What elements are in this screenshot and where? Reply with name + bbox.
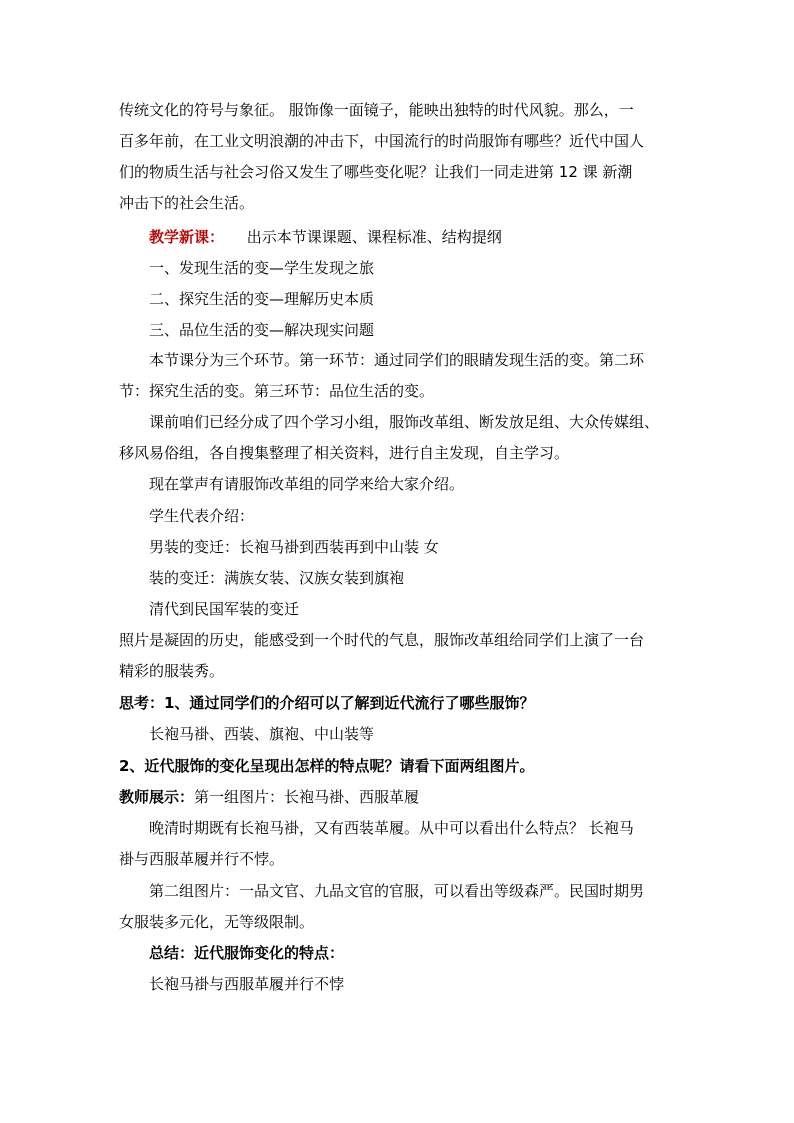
teaching-text: 出示本节课课题、课程标准、结构提纲 <box>246 228 502 246</box>
paragraph-line: 女服装多元化，无等级限制。 <box>119 913 315 931</box>
paragraph-line: 清代到民国军装的变迁 <box>149 600 300 618</box>
show-text: 第一组图片：长袍马褂、西服革履 <box>194 788 420 806</box>
paragraph-line: 男装的变迁：长袍马褂到西装再到中山装 女 <box>149 538 439 556</box>
paragraph-line: 课前咱们已经分成了四个学习小组，服饰改革组、断发放足组、大众传媒组、 <box>149 413 660 431</box>
paragraph-line: 们的物质生活与社会习俗又发生了哪些变化呢？让我们一同走进第 12 课 新潮 <box>119 163 633 181</box>
paragraph-line: 褂与西服革履并行不悖。 <box>119 850 285 868</box>
summary-heading: 总结：近代服饰变化的特点： <box>149 944 345 962</box>
paragraph-line: 长袍马褂与西服革履并行不悖 <box>149 975 345 993</box>
answer-1: 长袍马褂、西装、旗袍、中山装等 <box>149 725 375 743</box>
teacher-show <box>119 787 419 807</box>
show-label: 教师展示： <box>119 788 195 806</box>
question-2: 2、近代服饰的变化呈现出怎样的特点呢？请看下面两组图片。 <box>119 757 535 775</box>
question-1: 思考：1、通过同学们的介绍可以了解到近代流行了哪些服饰？ <box>119 694 535 712</box>
teaching-heading <box>149 227 502 247</box>
outline-item: 一、发现生活的变—学生发现之旅 <box>149 259 375 277</box>
paragraph-line: 节：探究生活的变。第三环节：品位生活的变。 <box>119 382 435 400</box>
paragraph-line: 本节课分为三个环节。第一环节：通过同学们的眼睛发现生活的变。第二环 <box>149 351 645 369</box>
outline-item: 三、品位生活的变—解决现实问题 <box>149 321 375 339</box>
paragraph-line: 晚清时期既有长袍马褂，又有西装革履。从中可以看出什么特点？ 长袍马 <box>149 819 634 837</box>
paragraph-line: 精彩的服装秀。 <box>119 662 225 680</box>
outline-item: 二、探究生活的变—理解历史本质 <box>149 290 375 308</box>
teaching-label: 教学新课： <box>149 228 225 246</box>
paragraph-line: 传统文化的符号与象征。 服饰像一面镜子，能映出独特的时代风貌。那么，一 <box>119 101 634 119</box>
paragraph-line: 百多年前，在工业文明浪潮的冲击下，中国流行的时尚服饰有哪些？近代中国人 <box>119 132 645 150</box>
paragraph-line: 第二组图片：一品文官、九品文官的官服，可以看出等级森严。民国时期男 <box>149 882 645 900</box>
paragraph-line: 学生代表介绍： <box>149 507 255 525</box>
paragraph-line: 现在掌声有请服饰改革组的同学来给大家介绍。 <box>149 475 465 493</box>
paragraph-line: 照片是凝固的历史，能感受到一个时代的气息，服饰改革组给同学们上演了一台 <box>119 631 645 649</box>
paragraph-line: 移风易俗组，各自搜集整理了相关资料，进行自主发现，自主学习。 <box>119 444 570 462</box>
paragraph-line: 冲击下的社会生活。 <box>119 194 255 212</box>
paragraph-line: 装的变迁：满族女装、汉族女装到旗袍 <box>149 569 405 587</box>
